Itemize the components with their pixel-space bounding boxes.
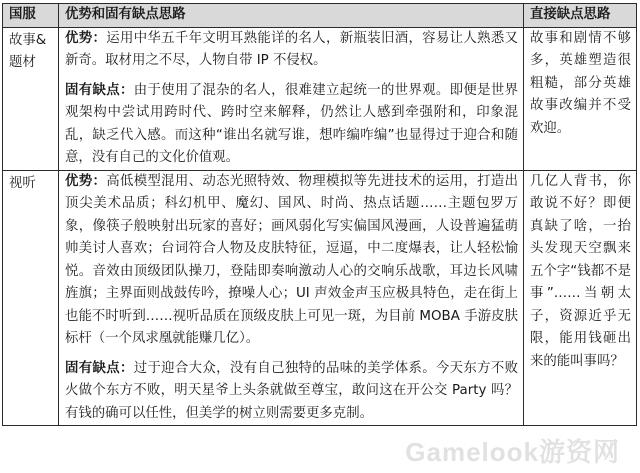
flaw-paragraph	[65, 358, 518, 426]
advantage-label: 优势：	[65, 30, 107, 46]
row-category: 视听	[3, 170, 59, 426]
analysis-cell	[59, 27, 524, 170]
advantage-text: 高低模型混用、动态光照特效、物理模拟等先进技术的运用，打造出顶尖美术品质；科幻机甲、魔幻、国风、时尚、热点话题……主题包罗万象，像筷子般映射出玩家的喜好；画风弱化写实偏国风漫画，人设普遍猛萌帅美讨人喜欢；台词符合人物及皮肤特征，逗逼，中二度爆表，让人轻松愉悦。音效由顶级团队操刀，登陆即奏响激动人心的交响乐战歌，耳边长风啸旌旗；主界面则战鼓传吟，撩噪人心；UI 声效金声玉应极具特色，走在街上也能不时听到……视听品质在顶级皮肤上可见一斑，为目前 MOBA 手游皮肤标杆（一个凤求凰就能赚几亿）。	[65, 173, 519, 346]
watermark: Gamelook游资网	[405, 437, 620, 467]
table-row-story	[3, 27, 637, 170]
flaw-text: 过于迎合大众，没有自己独特的品味的美学体系。今天东方不败火做个东方不败，明天星爷上头条就做至尊宝，敢问这在开公交 Party 吗？有钱的确可以任性，但美学的树立则需要更多克制。	[65, 360, 519, 421]
paragraph-gap	[65, 73, 518, 80]
header-advantages-flaws: 优势和固有缺点思路	[59, 4, 524, 28]
table-row-audiovisual	[3, 170, 637, 426]
flaw-label: 固有缺点：	[65, 360, 134, 376]
paragraph-gap	[65, 351, 518, 358]
table-header-row	[3, 4, 637, 28]
row-category: 故事&题材	[3, 27, 59, 170]
header-server: 国服	[3, 4, 59, 28]
analysis-cell	[59, 170, 524, 426]
advantage-label: 优势：	[65, 173, 107, 189]
flaw-text: 由于使用了混杂的名人，很难建立起统一的世界观。即便是世界观架构中尝试用跨时代、跨时空来解释，仍然让人感到牵强附和，印象混乱，缺乏代入感。而这种“谁出名就写谁，想咋编咋编”也显得过于迎合和随意，没有自己的文化价值观。	[65, 82, 519, 165]
flaw-label: 固有缺点：	[65, 82, 134, 98]
direct-flaw-cell: 故事和剧情不够多，英雄塑造很粗糙，部分英雄故事改编并不受欢迎。	[524, 27, 637, 170]
advantage-paragraph	[65, 171, 518, 351]
comparison-table	[2, 3, 637, 426]
flaw-paragraph	[65, 80, 518, 170]
advantage-text: 运用中华五千年文明耳熟能详的名人，新瓶装旧酒，容易让人熟悉又新奇。取材用之不尽，人物自带 IP 不侵权。	[65, 30, 519, 68]
advantage-paragraph	[65, 28, 518, 73]
direct-flaw-cell: 几亿人背书，你敢说不好？即便真缺了啥，一抬头发现天空飘来五个字“钱都不是事”……当朝太子，资源近乎无限，能用钱砸出来的能叫事吗？	[524, 170, 637, 426]
header-direct-flaws: 直接缺点思路	[524, 4, 637, 28]
